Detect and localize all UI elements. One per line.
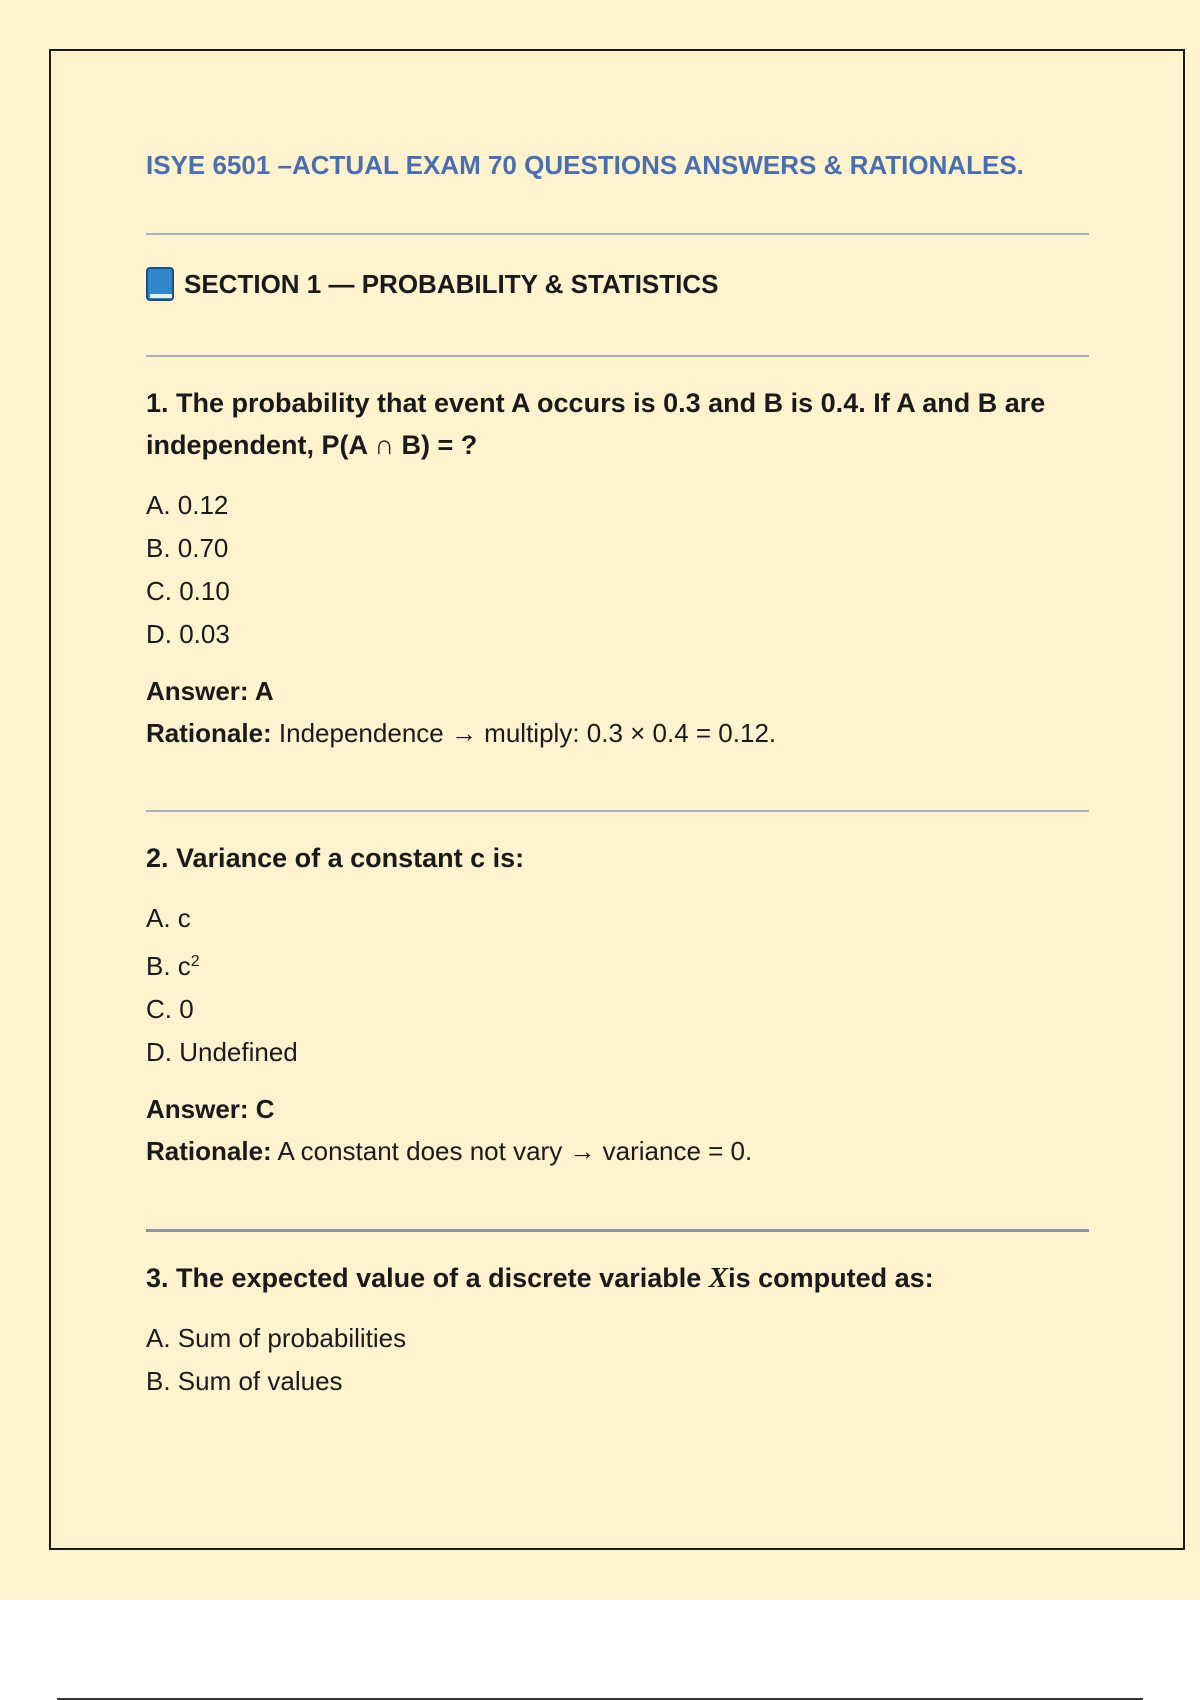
rationale bbox=[146, 712, 1089, 754]
divider bbox=[146, 355, 1089, 357]
rationale-label: Rationale: bbox=[146, 1136, 272, 1166]
divider bbox=[146, 233, 1089, 235]
options-list bbox=[146, 1317, 1089, 1403]
document-title: ISYE 6501 –ACTUAL EXAM 70 QUESTIONS ANSWERS & RATIONALES. bbox=[146, 150, 1024, 180]
blue-book-icon bbox=[146, 267, 174, 301]
option-item: A. c bbox=[146, 903, 191, 933]
document-content bbox=[146, 140, 1089, 1403]
rationale-text: Independence → multiply: 0.3 × 0.4 = 0.12. bbox=[271, 718, 777, 748]
section-title: SECTION 1 — PROBABILITY & STATISTICS bbox=[184, 268, 719, 299]
option-item: C. 0.10 bbox=[146, 576, 230, 606]
question-text: 2. Variance of a constant c is: bbox=[146, 843, 525, 873]
option-item: A. 0.12 bbox=[146, 490, 229, 520]
question-block bbox=[146, 382, 1089, 754]
question-text-part: 3. The expected value of a discrete variable bbox=[146, 1263, 709, 1293]
question-text-line: 1. The probability that event A occurs is 0.3 and B is 0.4. If A and B are bbox=[146, 388, 1046, 418]
divider bbox=[146, 810, 1089, 812]
question-block bbox=[146, 837, 1089, 1172]
divider bbox=[146, 1229, 1089, 1232]
options-list bbox=[146, 484, 1089, 656]
variable-symbol: X bbox=[708, 1262, 729, 1294]
rationale-text: A constant does not vary → variance = 0. bbox=[271, 1136, 753, 1166]
option-item: D. 0.03 bbox=[146, 619, 230, 649]
option-text: B. c bbox=[146, 951, 191, 981]
rationale bbox=[146, 1130, 1089, 1172]
option-item: B. Sum of values bbox=[146, 1366, 343, 1396]
question-text-line: independent, P(A ∩ B) = ? bbox=[146, 430, 478, 460]
answer-text: Answer: C bbox=[146, 1094, 275, 1124]
answer-text: Answer: A bbox=[146, 676, 274, 706]
option-item: B. 0.70 bbox=[146, 533, 229, 563]
question-block bbox=[146, 1257, 1089, 1403]
superscript: 2 bbox=[190, 953, 200, 970]
section-heading bbox=[146, 266, 1089, 302]
options-list bbox=[146, 897, 1089, 1074]
option-item bbox=[146, 940, 1089, 988]
rationale-label: Rationale: bbox=[146, 718, 272, 748]
option-item: C. 0 bbox=[146, 994, 194, 1024]
question-text-part: is computed as: bbox=[728, 1263, 934, 1293]
option-item: D. Undefined bbox=[146, 1037, 298, 1067]
option-item: A. Sum of probabilities bbox=[146, 1323, 407, 1353]
question-text bbox=[146, 1257, 1089, 1299]
question-text bbox=[146, 382, 1089, 466]
